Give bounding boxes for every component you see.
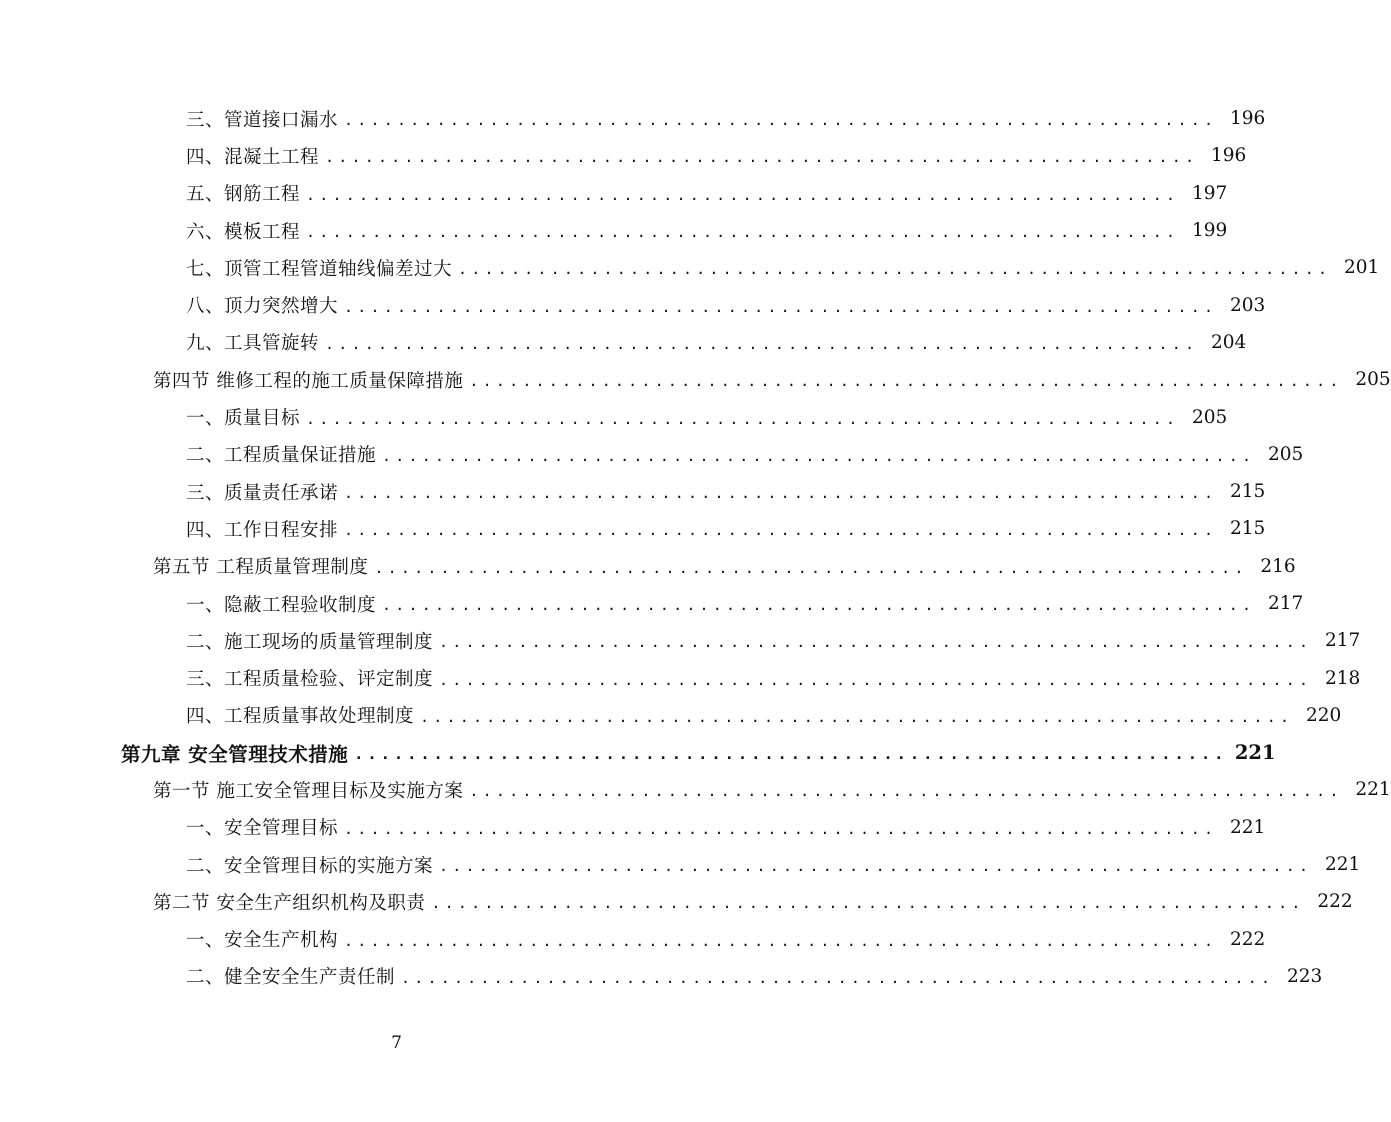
dot-leader: ..................................................................	[458, 260, 1332, 279]
toc-entry-page: 221	[1234, 741, 1276, 765]
toc-entry[interactable]	[0, 137, 1247, 174]
toc-entry-page: 222	[1229, 928, 1266, 950]
table-of-contents	[0, 100, 1391, 995]
toc-entry[interactable]	[0, 100, 1266, 137]
toc-entry[interactable]	[0, 622, 1361, 659]
toc-entry[interactable]	[0, 212, 1228, 249]
toc-entry-title: 一、安全生产机构	[186, 930, 339, 952]
toc-entry[interactable]	[0, 398, 1228, 435]
toc-section-entry[interactable]	[0, 548, 1296, 585]
toc-entry-title: 第四节 维修工程的施工质量保障措施	[153, 370, 464, 392]
toc-entry-page: 222	[1317, 891, 1353, 913]
toc-entry-page: 204	[1210, 331, 1247, 353]
toc-entry[interactable]	[0, 921, 1266, 958]
toc-section-entry[interactable]	[0, 361, 1391, 398]
dot-leader: ..................................................................	[325, 334, 1199, 353]
toc-entry-page: 205	[1191, 406, 1228, 428]
toc-entry-page: 201	[1343, 257, 1380, 279]
toc-entry-page: 217	[1267, 593, 1304, 614]
page-number: 7	[391, 1033, 402, 1053]
dot-leader: ..................................................................	[439, 670, 1313, 689]
toc-entry[interactable]	[0, 175, 1228, 212]
toc-entry-title: 第一节 施工安全管理目标及实施方案	[153, 780, 464, 802]
toc-entry[interactable]	[0, 249, 1380, 286]
dot-leader: ..................................................................	[374, 558, 1248, 577]
toc-entry-title: 四、混凝土工程	[186, 146, 320, 168]
toc-entry-title: 四、工作日程安排	[186, 519, 339, 541]
toc-entry-title: 四、工程质量事故处理制度	[186, 706, 415, 728]
toc-entry-title: 三、管道接口漏水	[186, 109, 339, 131]
toc-entry-title: 一、质量目标	[186, 408, 301, 430]
toc-entry[interactable]	[0, 473, 1266, 510]
toc-entry-page: 221	[1229, 816, 1266, 838]
dot-leader: ..................................................................	[431, 894, 1305, 913]
toc-entry-title: 六、模板工程	[186, 221, 301, 243]
dot-leader: ..................................................................	[382, 446, 1256, 465]
toc-entry-page: 199	[1191, 220, 1228, 242]
toc-chapter-entry[interactable]	[0, 734, 1276, 771]
dot-leader: ..................................................................	[401, 968, 1275, 987]
dot-leader: ..................................................................	[469, 372, 1343, 391]
toc-entry-title: 七、顶管工程管道轴线偏差过大	[186, 258, 453, 280]
toc-entry[interactable]	[0, 510, 1266, 547]
toc-entry[interactable]	[0, 659, 1361, 696]
toc-entry-title: 二、施工现场的质量管理制度	[186, 631, 434, 653]
toc-entry-title: 三、质量责任承诺	[186, 482, 339, 504]
dot-leader: ..................................................................	[306, 223, 1180, 242]
dot-leader: ..................................................................	[344, 521, 1218, 540]
toc-entry[interactable]	[0, 697, 1342, 734]
toc-entry-title: 第二节 安全生产组织机构及职责	[153, 892, 426, 914]
toc-entry-title: 二、安全管理目标的实施方案	[186, 855, 434, 877]
dot-leader: ..................................................................	[344, 819, 1218, 838]
toc-entry-title: 第五节 工程质量管理制度	[153, 557, 369, 579]
toc-entry-page: 223	[1286, 965, 1323, 987]
toc-entry-title: 一、安全管理目标	[186, 818, 339, 840]
toc-entry-page: 218	[1324, 667, 1361, 689]
dot-leader: ..................................................................	[344, 484, 1218, 503]
dot-leader: ..................................................................	[439, 633, 1313, 652]
toc-entry[interactable]	[0, 324, 1247, 361]
toc-entry-title: 第九章 安全管理技术措施	[121, 742, 349, 766]
dot-leader: ..................................................................	[469, 782, 1343, 801]
toc-entry-page: 221	[1324, 854, 1361, 876]
toc-entry[interactable]	[0, 846, 1361, 883]
dot-leader: ..................................................................	[325, 148, 1199, 167]
toc-entry-page: 215	[1229, 481, 1266, 503]
dot-leader: ..................................................................	[439, 857, 1313, 876]
toc-entry-page: 220	[1305, 704, 1342, 726]
toc-entry-title: 九、工具管旋转	[186, 333, 320, 355]
toc-entry-page: 196	[1210, 145, 1247, 167]
toc-entry-title: 五、钢筋工程	[186, 184, 301, 206]
toc-entry[interactable]	[0, 286, 1266, 323]
dot-leader: ..................................................................	[420, 707, 1294, 726]
toc-entry-title: 三、工程质量检验、评定制度	[186, 669, 434, 691]
toc-entry-page: 216	[1260, 555, 1296, 577]
dot-leader: ..................................................................	[306, 409, 1180, 428]
toc-entry[interactable]	[0, 809, 1266, 846]
dot-leader: ..................................................................	[344, 111, 1218, 130]
toc-section-entry[interactable]	[0, 771, 1391, 808]
dot-leader: ..................................................................	[306, 185, 1180, 204]
dot-leader: ..................................................................	[354, 745, 1228, 764]
toc-entry-page: 197	[1191, 182, 1228, 204]
toc-entry-page: 205	[1355, 369, 1391, 391]
toc-entry-title: 二、工程质量保证措施	[186, 445, 377, 467]
dot-leader: ..................................................................	[344, 931, 1218, 950]
toc-entry-title: 二、健全安全生产责任制	[186, 967, 396, 989]
dot-leader: ..................................................................	[344, 297, 1218, 316]
toc-entry-title: 八、顶力突然增大	[186, 296, 339, 318]
toc-entry[interactable]	[0, 436, 1304, 473]
toc-entry-page: 196	[1229, 108, 1266, 130]
toc-entry-page: 221	[1355, 779, 1391, 801]
toc-entry[interactable]	[0, 585, 1304, 622]
toc-section-entry[interactable]	[0, 883, 1353, 920]
toc-entry-title: 一、隐蔽工程验收制度	[186, 594, 377, 616]
toc-entry-page: 205	[1267, 443, 1304, 465]
toc-entry-page: 203	[1229, 294, 1266, 316]
toc-entry-page: 215	[1229, 518, 1266, 540]
toc-entry-page: 217	[1324, 630, 1361, 652]
toc-entry[interactable]	[0, 958, 1323, 995]
dot-leader: ..................................................................	[382, 596, 1256, 614]
